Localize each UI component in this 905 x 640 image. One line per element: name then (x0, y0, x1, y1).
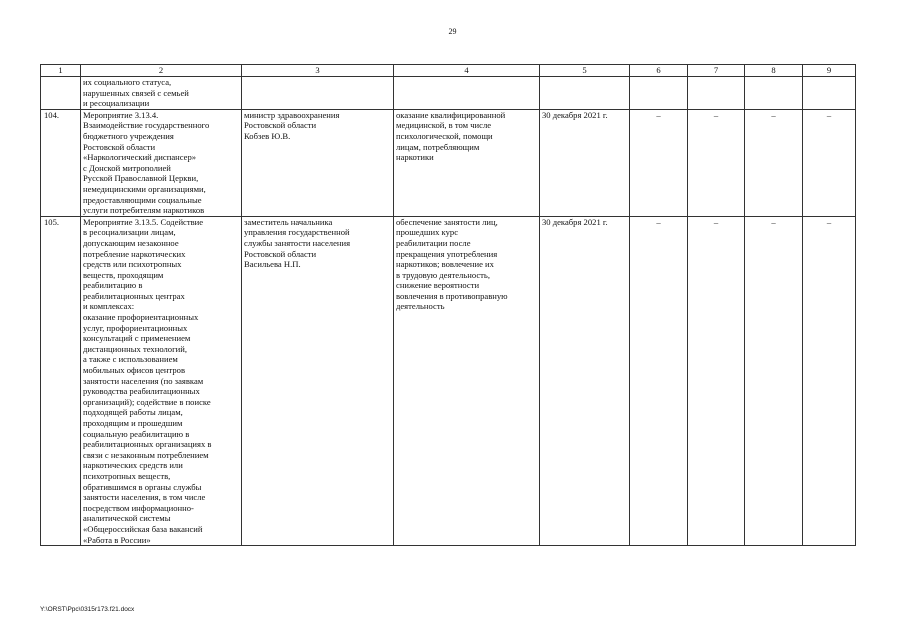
value-cell: – (803, 109, 856, 216)
deadline-cell: 30 декабря 2021 г. (540, 216, 630, 545)
responsible-cell (242, 77, 394, 110)
table-row (41, 109, 856, 216)
value-cell (745, 77, 803, 110)
table-row (41, 216, 856, 545)
event-cell: Мероприятие 3.13.5. Содействие в ресоциализации лицам, допускающим незаконное потребление наркотических средств или психотропных веществ, проходящим реабилитацию в реабилитационных центрах и комплексах: оказание профориентационных услуг, профориентационных консультаций с применением дистанционных технологий, а также с использованием мобильных офисов центров занятости населения (по заявкам руководства реабилитационных организаций); содействие в поиске подходящей работы лицам, проходящим и прошедшим социальную реабилитацию в реабилитационных организациях в связи с незаконным потреблением наркотических средств или психотропных веществ, обратившимся в органы службы занятости населения, в том числе посредством информационно- аналитической системы «Общероссийская база вакансий «Работа в России» (81, 216, 242, 545)
row-number (41, 77, 81, 110)
event-cell: их социального статуса, нарушенных связей с семьей и ресоциализации (81, 77, 242, 110)
header-cell: 3 (242, 65, 394, 77)
result-cell: оказание квалифицированной медицинской, в том числе психологической, помощи лицам, потребляющим наркотики (394, 109, 540, 216)
table-row (41, 77, 856, 110)
header-cell: 6 (630, 65, 688, 77)
deadline-cell: 30 декабря 2021 г. (540, 109, 630, 216)
value-cell: – (745, 216, 803, 545)
value-cell: – (688, 216, 745, 545)
header-cell: 4 (394, 65, 540, 77)
value-cell: – (630, 109, 688, 216)
row-number: 105. (41, 216, 81, 545)
value-cell (803, 77, 856, 110)
deadline-cell (540, 77, 630, 110)
result-cell: обеспечение занятости лиц, прошедших курс реабилитации после прекращения употребления наркотиков; вовлечение их в трудовую деятельность, снижение вероятности вовлечения в противоправную деятельность (394, 216, 540, 545)
table-header-row (41, 65, 856, 77)
header-cell: 5 (540, 65, 630, 77)
responsible-cell: заместитель начальника управления государственной службы занятости населения Ростовской области Васильева Н.П. (242, 216, 394, 545)
page-number: 29 (448, 27, 457, 36)
value-cell (630, 77, 688, 110)
responsible-cell: министр здравоохранения Ростовской области Кобзев Ю.В. (242, 109, 394, 216)
value-cell: – (630, 216, 688, 545)
value-cell: – (745, 109, 803, 216)
row-number: 104. (41, 109, 81, 216)
header-cell: 7 (688, 65, 745, 77)
value-cell: – (688, 109, 745, 216)
header-cell: 9 (803, 65, 856, 77)
value-cell (688, 77, 745, 110)
file-path-footer: Y:\ORST\Ppc\0315r173.f21.docx (40, 606, 135, 613)
header-cell: 2 (81, 65, 242, 77)
measures-table (40, 64, 856, 546)
event-cell: Мероприятие 3.13.4. Взаимодействие государственного бюджетного учреждения Ростовской области «Наркологический диспансер» с Донской митрополией Русской Православной Церкви, немедицинскими организациями, предоставляющими социальные услуги потребителям наркотиков (81, 109, 242, 216)
value-cell: – (803, 216, 856, 545)
header-cell: 1 (41, 65, 81, 77)
result-cell (394, 77, 540, 110)
header-cell: 8 (745, 65, 803, 77)
